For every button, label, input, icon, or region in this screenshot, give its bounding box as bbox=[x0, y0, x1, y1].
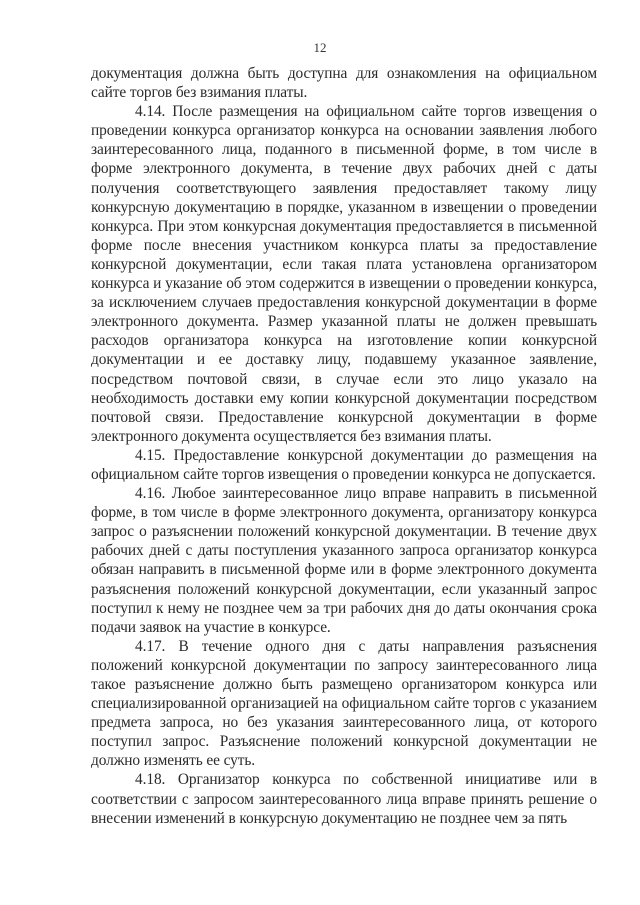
document-body bbox=[91, 64, 597, 828]
paragraph-4-15: 4.15. Предоставление конкурсной документации до размещения на официальном сайте торгов извещения о проведении конкурса не допускается. bbox=[91, 446, 597, 483]
paragraph-4-18: 4.18. Организатор конкурса по собственной инициативе или в соответствии с запросом заинтересованного лица вправе принять решение о внесении изменений в конкурсную документацию не позднее чем за пять bbox=[91, 771, 597, 827]
paragraph-4-17: 4.17. В течение одного дня с даты направления разъяснения положений конкурсной документации по запросу заинтересованного лица такое разъяснение должно быть размещено организатором конкурса или специализированной организацией на официальном сайте торгов с указанием предмета запроса, но без указания заинтересованного лица, от которого поступил запрос. Разъяснение положений конкурсной документации не должно изменять ее суть. bbox=[91, 637, 597, 770]
page-number: 12 bbox=[313, 40, 327, 55]
paragraph-4-14: 4.14. После размещения на официальном сайте торгов извещения о проведении конкурса организатор конкурса на основании заявления любого заинтересованного лица, поданного в письменной форме, в том числе в форме электронного документа, в течение двух рабочих дней с даты получения соответствующего заявления предоставляет такому лицу конкурсную документацию в порядке, указанном в извещении о проведении конкурса. При этом конкурсная документация предоставляется в письменной форме после внесения участником конкурса платы за предоставление конкурсной документации, если такая плата установлена организатором конкурса и указание об этом содержится в извещении о проведении конкурса, за исключением случаев предоставления конкурсной документации в форме электронного документа. Размер указанной платы не должен превышать расходов организатора конкурса на изготовление копии конкурсной документации и ее доставку лицу, подавшему указанное заявление, посредством почтовой связи, в случае если это лицо указало на необходимость доставки ему копии конкурсной документации посредством почтовой связи. Предоставление конкурсной документации в форме электронного документа осуществляется без взимания платы. bbox=[91, 103, 597, 445]
paragraph-continuation: документация должна быть доступна для ознакомления на официальном сайте торгов без взимания платы. bbox=[91, 65, 597, 102]
paragraph-4-16: 4.16. Любое заинтересованное лицо вправе направить в письменной форме, в том числе в форме электронного документа, организатору конкурса запрос о разъяснении положений конкурсной документации. В течение двух рабочих дней с даты поступления указанного запроса организатор конкурса обязан направить в письменной форме или в форме электронного документа разъяснения положений конкурсной документации, если указанный запрос поступил к нему не позднее чем за три рабочих дня до даты окончания срока подачи заявок на участие в конкурсе. bbox=[91, 485, 597, 636]
